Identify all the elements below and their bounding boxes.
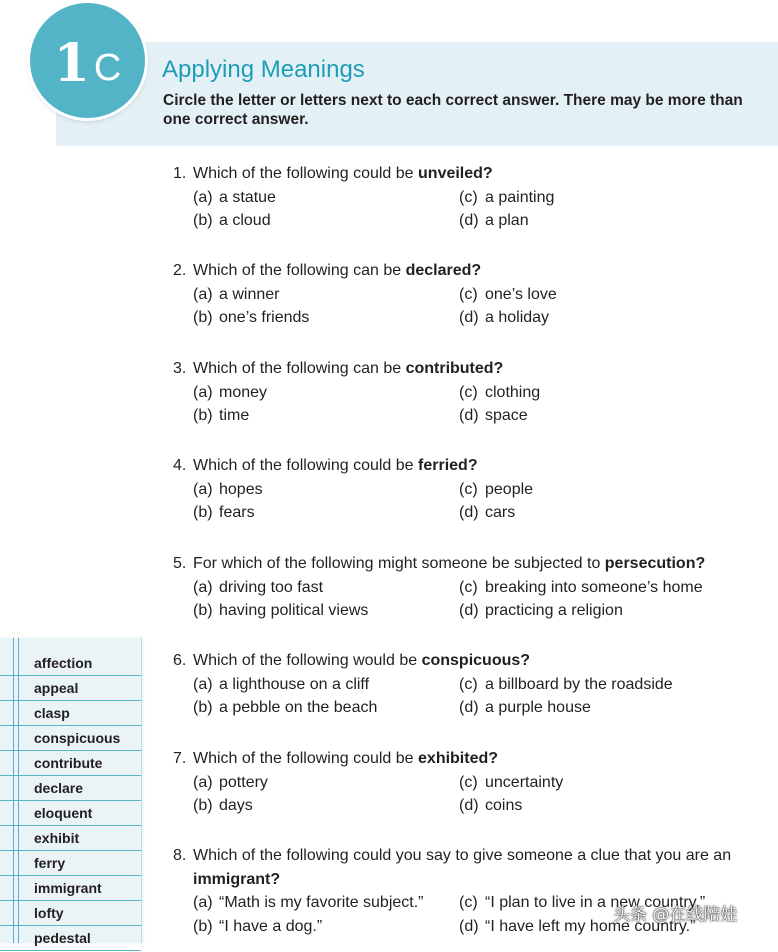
option-text: cars [485,504,516,521]
option-text: hopes [219,480,263,498]
question-text [173,357,773,381]
option-letter[interactable]: (b) [193,212,213,229]
option-letter[interactable]: (b) [193,309,213,326]
question-keyword: exhibited? [418,750,499,767]
option-letter[interactable]: (d) [459,699,479,716]
option-letter[interactable]: (a) [193,285,213,303]
question-keyword: persecution? [604,555,706,572]
option-letter[interactable]: (c) [459,285,478,303]
question-number: 8. [173,847,187,864]
question-stem: Which of the following could you say to give someone a clue that you are an [193,847,732,864]
question-text [173,747,773,771]
option-letter[interactable]: (a) [193,188,213,206]
word-list-item: pedestal [0,927,141,951]
question-stem: Which of the following would be [193,652,422,669]
option-text: days [219,797,253,814]
word-list-item: ferry [0,852,141,876]
question-text [173,454,773,478]
option-letter[interactable]: (a) [193,773,213,791]
option-text: “Math is my favorite subject.” [219,894,424,911]
option-letter[interactable]: (b) [193,407,213,424]
answer-options [193,283,773,330]
question-text [173,552,773,576]
answer-option[interactable] [193,794,459,818]
question-number: 2. [173,262,187,279]
word-list [0,652,141,952]
answer-option[interactable] [459,794,773,818]
answer-option[interactable] [459,501,773,525]
answer-option[interactable] [193,381,459,405]
word-list-item: appeal [0,677,141,701]
word-list-item: contribute [0,752,141,776]
word-list-item: exhibit [0,827,141,851]
answer-option[interactable] [459,599,773,623]
question-stem: For which of the following might someone be subjected to [193,555,605,572]
option-letter[interactable]: (b) [193,602,213,619]
option-text: one’s friends [219,309,310,326]
option-letter[interactable]: (c) [459,578,478,596]
answer-options [193,186,773,233]
option-text: a lighthouse on a cliff [219,675,370,693]
option-text: a purple house [485,699,591,716]
option-letter[interactable]: (d) [459,602,479,619]
option-text: pottery [219,773,268,791]
word-list-item: immigrant [0,877,141,901]
option-text: driving too fast [219,578,324,596]
option-letter[interactable]: (c) [459,188,478,206]
option-letter[interactable]: (a) [193,675,213,693]
option-letter[interactable]: (d) [459,212,479,229]
option-text: a painting [485,188,555,206]
question-text [173,162,773,186]
answer-option[interactable] [193,599,459,623]
question-stem: Which of the following could be [193,750,419,767]
answer-option[interactable] [459,673,773,697]
answer-option[interactable] [459,186,773,210]
option-letter[interactable]: (d) [459,797,479,814]
answer-option[interactable] [459,771,773,795]
question-number: 7. [173,750,187,767]
question-keyword: unveiled? [418,165,493,182]
answer-option[interactable] [193,696,459,720]
question [173,552,773,623]
word-list-item: lofty [0,902,141,926]
option-text: a pebble on the beach [219,699,378,716]
option-letter[interactable]: (b) [193,797,213,814]
question [173,259,773,330]
question-text [173,649,773,673]
word-list-panel [0,638,142,946]
option-text: a billboard by the roadside [485,675,673,693]
answer-option[interactable] [459,576,773,600]
option-letter[interactable]: (c) [459,480,478,498]
answer-option[interactable] [193,673,459,697]
answer-option[interactable] [193,186,459,210]
answer-option[interactable] [459,696,773,720]
option-text: time [219,407,250,424]
option-letter[interactable]: (c) [459,383,478,401]
option-text: a winner [219,285,280,303]
option-letter[interactable]: (a) [193,480,213,498]
question-keyword: declared? [405,262,482,279]
question-keyword: immigrant? [193,870,281,888]
question-number: 5. [173,555,187,572]
question [173,454,773,525]
answer-option[interactable] [459,381,773,405]
watermark: 头条 @在线陪娃 [613,905,738,925]
answer-option[interactable] [193,501,459,525]
question-number: 3. [173,360,187,377]
answer-option[interactable] [193,915,459,939]
word-list-item: conspicuous [0,727,141,751]
answer-option[interactable] [193,576,459,600]
option-text: having political views [219,602,369,619]
question [173,357,773,428]
option-text: coins [485,797,523,814]
answer-option[interactable] [459,306,773,330]
question-stem: Which of the following can be [193,262,406,279]
option-text: a cloud [219,212,271,229]
option-letter[interactable]: (d) [459,407,479,424]
option-text: people [485,480,534,498]
option-text: money [219,383,268,401]
word-list-item: affection [0,652,141,676]
answer-option[interactable] [193,771,459,795]
option-text: “I have left my home country.” [485,917,696,935]
lesson-badge [30,3,145,118]
option-text: “I have a dog.” [219,917,323,935]
option-text: breaking into someone’s home [485,578,703,596]
answer-option[interactable] [459,283,773,307]
option-letter[interactable]: (b) [193,504,213,521]
question-text [173,844,773,868]
option-text: a plan [485,212,529,229]
answer-option[interactable] [459,478,773,502]
question-number: 1. [173,165,187,182]
question-stem: Which of the following can be [193,360,406,377]
word-list-item: declare [0,777,141,801]
answer-options [193,771,773,818]
option-letter[interactable]: (a) [193,383,213,401]
option-letter[interactable]: (d) [459,504,479,521]
answer-option[interactable] [193,404,459,428]
question-stem: Which of the following could be [193,165,419,182]
option-letter[interactable]: (c) [459,675,478,693]
badge-number: 1 [53,32,90,94]
option-text: uncertainty [485,773,564,791]
question [173,649,773,720]
question-keyword: conspicuous? [421,652,531,669]
answer-options [193,673,773,720]
question-text [173,259,773,283]
answer-options [193,576,773,623]
page-title: Applying Meanings [162,56,365,83]
answer-option[interactable] [193,306,459,330]
answer-option[interactable] [459,404,773,428]
option-letter[interactable]: (b) [193,917,213,935]
option-letter[interactable]: (c) [459,773,478,791]
question-stem: Which of the following could be [193,457,419,474]
option-letter[interactable]: (d) [459,917,479,935]
answer-option[interactable] [193,283,459,307]
option-text: clothing [485,383,541,401]
answer-option[interactable] [193,891,459,915]
badge-letter: C [93,46,122,89]
option-text: space [485,407,528,424]
option-letter[interactable]: (b) [193,699,213,716]
option-text: one’s love [485,285,557,303]
option-text: a statue [219,188,276,206]
option-letter[interactable]: (a) [193,894,213,911]
option-text: “I plan to live in a new country.” [485,894,706,911]
question-keyword: ferried? [418,457,478,474]
answer-option[interactable] [459,209,773,233]
question-number: 4. [173,457,187,474]
option-letter[interactable]: (a) [193,578,213,596]
option-text: practicing a religion [485,602,623,619]
answer-option[interactable] [193,209,459,233]
word-list-item: eloquent [0,802,141,826]
option-letter[interactable]: (d) [459,309,479,326]
answer-options [193,381,773,428]
word-list-item: clasp [0,702,141,726]
answer-option[interactable] [193,478,459,502]
option-text: a holiday [485,309,550,326]
question [173,162,773,233]
option-letter[interactable]: (c) [459,894,478,911]
question [173,747,773,818]
answer-options [193,478,773,525]
option-text: fears [219,504,255,521]
question-number: 6. [173,652,187,669]
question-keyword: contributed? [405,360,504,377]
instructions: Circle the letter or letters next to each correct answer. There may be more than one correct answer. [163,92,743,128]
